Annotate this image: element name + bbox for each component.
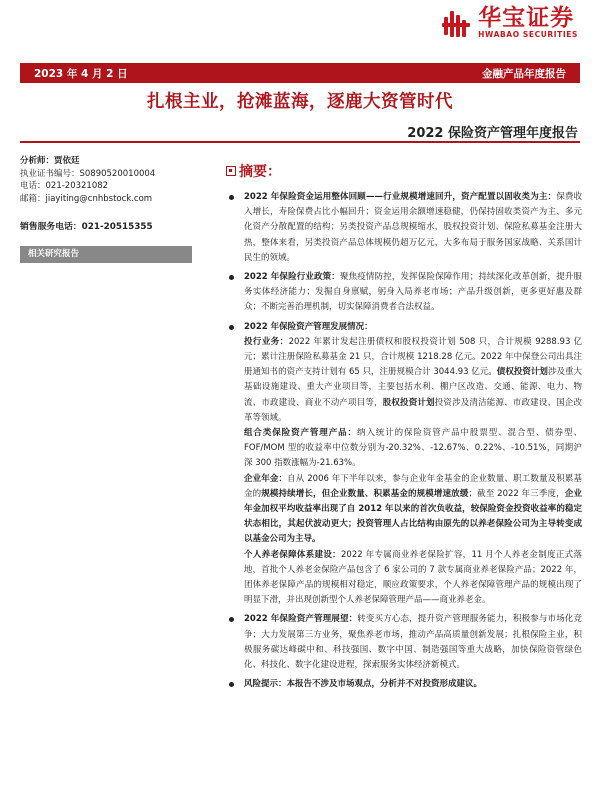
summary-marker-icon xyxy=(226,166,236,176)
bullet-policy: 2022 年保险行业政策：聚焦疫情防控，发挥保险保障作用；持续深化改革创新，提升服务实体经济能力；发掘自身禀赋，躬身入局养老市场；产品升级创新，更多更好惠及群众；不断完善治理机制，切实保障消费者合法权益。 xyxy=(226,270,582,316)
analyst-license: 执业证书编号：S0890520010004 xyxy=(20,168,156,179)
para-enterprise-annuity: 企业年金：自从 2006 年下半年以来，参与企业年金基金的企业数量、职工数量及积累基金的规模持续增长，但企业数量、积累基金的规模增速放缓；截至 2022 年三季度，企业年金加权平均收益率出现了自 2012 年以来的首次负收益，较保险资金投资收益率的稳定状态相比，其起伏波动更大；投资管理人占比结构由原先的以养老保险公司为主导转变成以基金公司为主导。 xyxy=(244,473,582,545)
related-reports-header: 相关研究报告 xyxy=(20,246,192,263)
sub-title: 2022 保险资产管理年度报告 xyxy=(407,126,578,141)
bullet-icon xyxy=(229,275,234,280)
bullet-review: 2022 年保险资金运用整体回顾——行业规模增速回升，资产配置以固收类为主：保费收入增长，寿险保费占比小幅回升；资金运用余额增速稳健，仍保持固收类资产为主、多元化资产分散配置的结构；另类投资产品总规模缩水，股权投资计划、保险私募基金注册大热，整体来看，另类投资产品总体规模仍超万亿元，大多布局于服务国家战略、关系国计民生的领域。 xyxy=(226,190,582,266)
analyst-phone: 电话：021-20321082 xyxy=(20,181,109,191)
report-type: 金融产品年度报告 xyxy=(482,67,566,80)
summary-title: 摘要： xyxy=(226,161,281,181)
title-divider xyxy=(20,141,580,143)
bullet-risk: 风险提示：本报告不涉及市场观点，分析并不对投资形成建议。 xyxy=(226,677,582,692)
header-band xyxy=(20,63,580,83)
analyst-name: 贾依廷 xyxy=(54,156,80,166)
main-title: 扎根主业，抢滩蓝海，逐鹿大资管时代 xyxy=(147,92,453,112)
logo-english: HWABAO SECURITIES xyxy=(478,30,578,39)
bullet-icon xyxy=(229,325,234,330)
sales-phone: 销售服务电话：021-20515355 xyxy=(20,222,153,232)
report-date: 2023 年 4 月 2 日 xyxy=(34,67,128,80)
para-investment-banking: 投行业务：2022 年累计发起注册债权和股权投资计划 508 只，合计规模 9288.93 亿元；累计注册保险私募基金 21 只，合计规模 1218.28 亿元。2022 年中保登公司出具注册通知书的资产支持计划有 65 只，注册规模合计 3044.93 亿元。债权投资计划涉及重大基础设施建设、重大产业项目等，主要包括水利、棚户区改造、交通、能源、电力、物流、市政建设、商业不动产项目等，股权投资计划投资涉及清洁能源、市政建设、国企改革等领域。 xyxy=(244,336,582,423)
bullet-icon xyxy=(229,682,234,687)
summary-content xyxy=(226,190,582,697)
bullet-development: 2022 年保险资产管理发展情况： 投行业务：2022 年累计发起注册债权和股权投资计划 508 只，合计规模 9288.93 亿元；累计注册保险私募基金 21 只，合计规模 1218.28 亿元。2022 年中保登公司出具注册通知书的资产支持计划有 65 只，注册规模合计 3044.93 亿元。债权投资计划涉及重大基础设施建设、重大产业项目等，主要包括水利、棚户区改造、交通、能源、电力、物流、市政建设、商业不动产项目等，股权投资计划投资涉及清洁能源、市政建设、国企改革等领域。 组合类保险资产管理产品：纳入统计的保险资管产品中股票型、混合型、债券型、FOF/MOM 型的收益率中位数分别为-20.32%、-12.67%、0.22%、-10.51%，同期沪深 300 指数涨幅为-21.63%。 企业年金：自从 2006 年下半年以来，参与企业年金基金的企业数量、职工数量及积累基金的规模持续增长，但企业数量、积累基金的规模增速放缓；截至 2022 年三季度，企业年金加权平均收益率出现了自 2012 年以来的首次负收益，较保险资金投资收益率的稳定状态相比，其起伏波动更大；投资管理人占比结构由原先的以养老保险公司为主导转变成以基金公司为主导。 个人养老保障体系建设：2022 年专属商业养老保险扩容，11 月个人养老金制度正式落地，首批个人养老金保险产品包含了 6 家公司的 7 款专属商业养老保险产品；2022 年，团体养老保障产品的规模相对稳定，顺应政策要求，个人养老保障管理产品的规模出现了明显下滑，并出现创新型个人养老保障管理产品——商业养老金。 xyxy=(226,320,582,609)
analyst-name-row: 分析师：贾依廷 xyxy=(20,156,80,166)
bullet-icon xyxy=(229,617,234,622)
logo-chinese: 华宝证券 xyxy=(478,5,575,31)
bullet-outlook: 2022 年保险资产管理展望：转变买方心态，提升资产管理服务能力，积极参与市场化竞争；大力发展第三方业务，聚焦养老市场，推动产品高质量创新发展；扎根保险主业，积极服务碳达峰碳中和、科技强国、数字中国、制造强国等重大战略，加快保险资管绿色化、科技化、数字化建设进程，探索服务实体经济新模式。 xyxy=(226,612,582,673)
analyst-info xyxy=(20,155,192,263)
bullet-icon xyxy=(229,195,234,200)
para-personal-pension: 个人养老保障体系建设：2022 年专属商业养老保险扩容，11 月个人养老金制度正式落地，首批个人养老金保险产品包含了 6 家公司的 7 款专属商业养老保险产品；2022 年，团体养老保障产品的规模相对稳定，顺应政策要求，个人养老保障管理产品的规模出现了明显下滑，并出现创新型个人养老保障管理产品——商业养老金。 xyxy=(244,549,582,606)
para-portfolio-products: 组合类保险资产管理产品：纳入统计的保险资管产品中股票型、混合型、债券型、FOF/MOM 型的收益率中位数分别为-20.32%、-12.67%、0.22%、-10.51%，同期沪深 300 指数涨幅为-21.63%。 xyxy=(244,428,582,469)
logo-mark-icon xyxy=(442,9,472,37)
analyst-email: 邮箱：jiayiting@cnhbstock.com xyxy=(20,193,153,204)
brand-logo xyxy=(442,6,578,39)
